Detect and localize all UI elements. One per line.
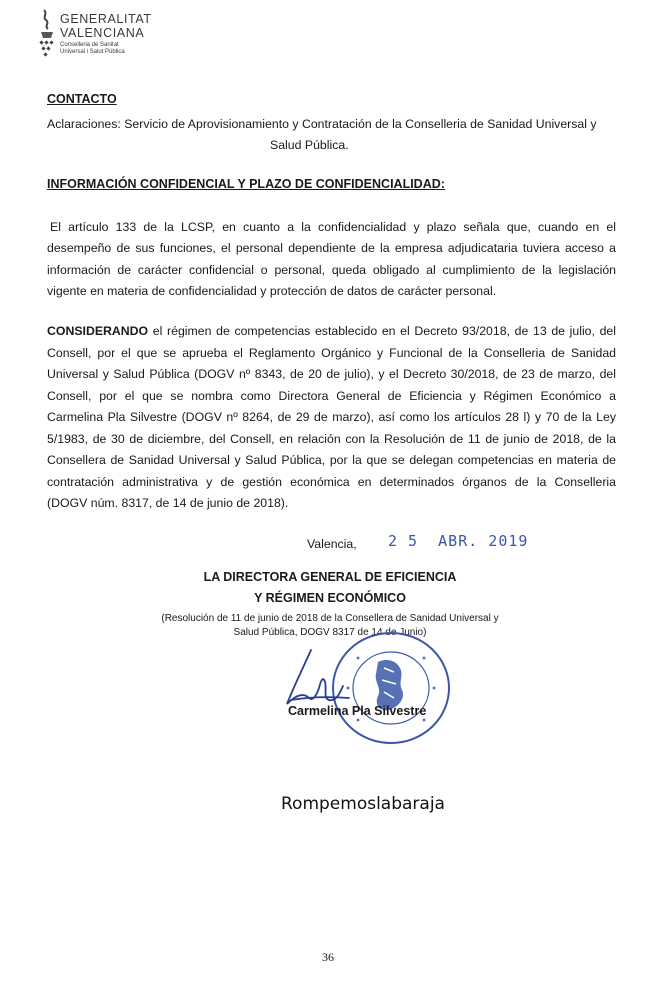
considerando-first-rest: el régimen de competencias establecido en el Decreto 93/2018, de 13 de julio, del bbox=[152, 324, 617, 338]
signature-place: Valencia, bbox=[307, 537, 357, 551]
considerando-bold: CONSIDERANDO bbox=[47, 324, 149, 338]
footer-word: Rompemoslabaraja bbox=[281, 794, 445, 814]
dept-name-line2: Universal i Salut Pública bbox=[60, 49, 125, 55]
handwritten-signature-icon bbox=[283, 648, 363, 708]
confidencial-heading: INFORMACIÓN CONFIDENCIAL Y PLAZO DE CONFIDENCIALIDAD: bbox=[47, 177, 445, 191]
confidencial-line-3: información de carácter confidencial o personal, queda obligado al cumplimiento de la legislación bbox=[47, 263, 616, 277]
org-name-line2: VALENCIANA bbox=[60, 26, 145, 40]
considerando-line-5: Carmelina Pla Silvestre (DOGV nº 8264, de 29 de marzo), así como los artículos 28 l) y 70 de la Ley bbox=[47, 410, 616, 424]
signatory-title-line1: LA DIRECTORA GENERAL DE EFICIENCIA bbox=[203, 570, 457, 584]
considerando-line-8: contratación administrativa y de gestión económica en determinados órganos de la Conselleria bbox=[47, 475, 616, 489]
considerando-line-3: Universal y Salud Pública (DOGV nº 8343, de 20 de julio), y el Decreto 30/2018, de 23 de marzo, del bbox=[47, 367, 616, 381]
page-number: 36 bbox=[322, 950, 334, 964]
considerando-line-7: Consellera de Sanidad Universal y Salud Pública, por la que se delegan competencias en materia de bbox=[47, 453, 616, 467]
signatory-name: Carmelina Pla Silvestre bbox=[288, 704, 427, 718]
confidencial-line-1: El artículo 133 de la LCSP, en cuanto a la confidencialidad y plazo señala que, cuando en el bbox=[50, 220, 616, 234]
generalitat-logo-icon bbox=[38, 8, 56, 58]
confidencial-line-4: vigente en materia de confidencialidad y protección de datos de carácter personal. bbox=[47, 284, 497, 298]
contacto-line-1: Aclaraciones: Servicio de Aprovisionamiento y Contratación de la Conselleria de Sanidad Universal y bbox=[47, 117, 597, 131]
resolution-line1: (Resolución de 11 de junio de 2018 de la Consellera de Sanidad Universal y bbox=[161, 613, 499, 624]
confidencial-line-2: desempeño de sus funciones, el personal dependiente de la empresa adjudicataria tuviera acceso a bbox=[47, 241, 616, 255]
date-stamp: 2 5 ABR. 2019 bbox=[388, 532, 529, 550]
considerando-line-9: (DOGV núm. 8317, de 14 de junio de 2018). bbox=[47, 496, 289, 510]
contacto-heading: CONTACTO bbox=[47, 92, 117, 106]
considerando-line-1 bbox=[47, 323, 616, 339]
considerando-line-4: Consell, por el que se nombra como Directora General de Eficiencia y Régimen Económico a bbox=[47, 389, 616, 403]
considerando-line-2: Consell, por el que se aprueba el Reglamento Orgánico y Funcional de la Conselleria de Sanidad bbox=[47, 346, 616, 360]
considerando-line-6: 5/1983, de 30 de diciembre, del Consell, en relación con la Resolución de 11 de junio de 2018, de la bbox=[47, 432, 616, 446]
signatory-title-line2: Y RÉGIMEN ECONÓMICO bbox=[254, 591, 406, 605]
contacto-line-2: Salud Pública. bbox=[270, 138, 349, 152]
resolution-line2: Salud Pública, DOGV 8317 de 14 de Junio) bbox=[233, 627, 427, 638]
dept-name-line1: Conselleria de Sanitat bbox=[60, 42, 119, 48]
org-name-line1: GENERALITAT bbox=[60, 12, 152, 26]
